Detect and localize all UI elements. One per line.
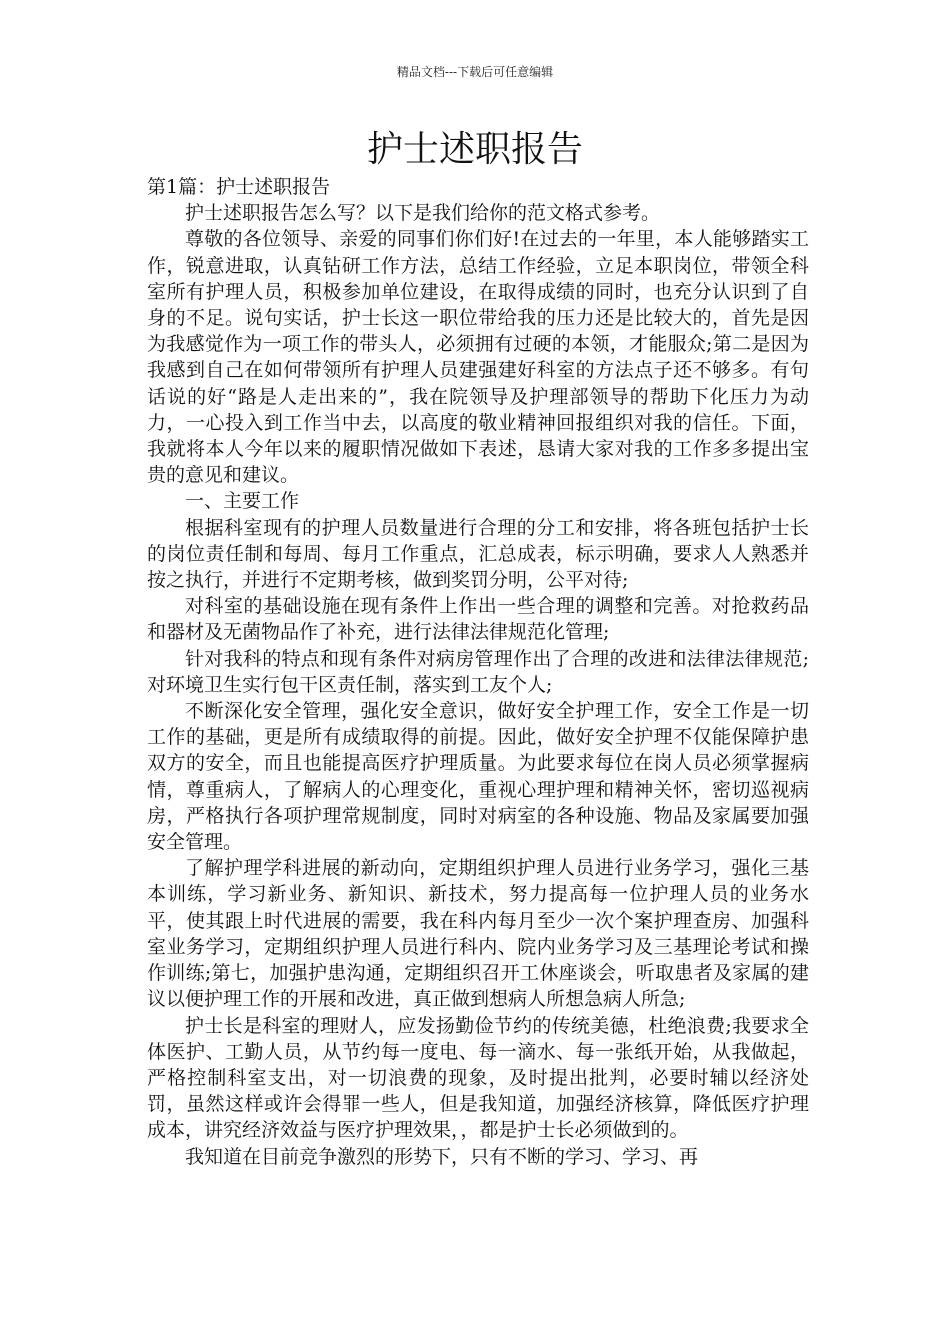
paragraph-economy: 护士长是科室的理财人，应发扬勤俭节约的传统美德，杜绝浪费;我要求全体医护、工勤人员，从节约每一度电、每一滴水、每一张纸开始，从我做起，严格控制科室支出，对一切浪费的现象，及时提出批判，必要时辅以经济处罚，虽然这样或许会得罪一些人，但是我知道，加强经济核算，降低医疗护理成本，讲究经济效益与医疗护理效果，，都是护士长必须做到的。 xyxy=(147,1014,809,1142)
paragraph-training: 了解护理学科进展的新动向，定期组织护理人员进行业务学习，强化三基本训练，学习新业务、新知识、新技术，努力提高每一位护理人员的业务水平，使其跟上时代进展的需要，我在科内每月至少一次个案护理查房、加强科室业务学习，定期组织护理人员进行科内、院内业务学习及三基理论考试和操作训练;第七，加强护患沟通，定期组织召开工休座谈会，听取患者及家属的建议以便护理工作的开展和改进，真正做到想病人所想急病人所急; xyxy=(147,857,809,1011)
document-title: 护士述职报告 xyxy=(366,129,583,170)
section-heading-main-work: 一、主要工作 xyxy=(185,490,300,513)
paragraph-closing-fragment: 我知道在目前竞争激烈的形势下，只有不断的学习、学习、再 xyxy=(185,1145,699,1168)
paragraph-facilities: 对科室的基础设施在现有条件上作出一些合理的调整和完善。对抢救药品和器材及无菌物品作了补充，进行法律法律规范化管理; xyxy=(147,595,809,644)
paragraph-safety: 不断深化安全管理，强化安全意识，做好安全护理工作，安全工作是一切工作的基础，更是所有成绩取得的前提。因此，做好安全护理不仅能保障护患双方的安全，而且也能提高医疗护理质量。为此要求每位在岗人员必须掌握病情，尊重病人，了解病人的心理变化，重视心理护理和精神关怀，密切巡视病房，严格执行各项护理常规制度，同时对病室的各种设施、物品及家属要加强安全管理。 xyxy=(147,700,809,854)
paragraph-intro: 护士述职报告怎么写？以下是我们给你的范文格式参考。 xyxy=(185,202,661,225)
paragraph-ward-management: 针对我科的特点和现有条件对病房管理作出了合理的改进和法律法律规范;对环境卫生实行包干区责任制，落实到工友个人; xyxy=(147,647,809,696)
paragraph-greeting: 尊敬的各位领导、亲爱的同事们你们好!在过去的一年里，本人能够踏实工作，锐意进取，认真钻研工作方法，总结工作经验，立足本职岗位，带领全科室所有护理人员，积极参加单位建设，在取得成绩的同时，也充分认识到了自身的不足。说句实话，护士长这一职位带给我的压力还是比较大的，首先是因为我感觉作为一项工作的带头人，必须拥有过硬的本领，才能服众;第二是因为我感到自己在如何带领所有护理人员建强建好科室的方法点子还不够多。有句话说的好“路是人走出来的”，我在院领导及护理部领导的帮助下化压力为动力，一心投入到工作当中去，以高度的敬业精神回报组织对我的信任。下面，我就将本人今年以来的履职情况做如下表述，恳请大家对我的工作多多提出宝贵的意见和建议。 xyxy=(147,228,809,487)
chapter-heading: 第1篇：护士述职报告 xyxy=(147,176,331,198)
page-header-note: 精品文档---下载后可任意编辑 xyxy=(396,65,554,79)
paragraph-staff-allocation: 根据科室现有的护理人员数量进行合理的分工和安排，将各班包括护士长的岗位责任制和每周、每月工作重点，汇总成表，标示明确，要求人人熟悉并按之执行，并进行不定期考核，做到奖罚分明，公平对待; xyxy=(147,516,809,592)
document-body xyxy=(147,174,809,1170)
